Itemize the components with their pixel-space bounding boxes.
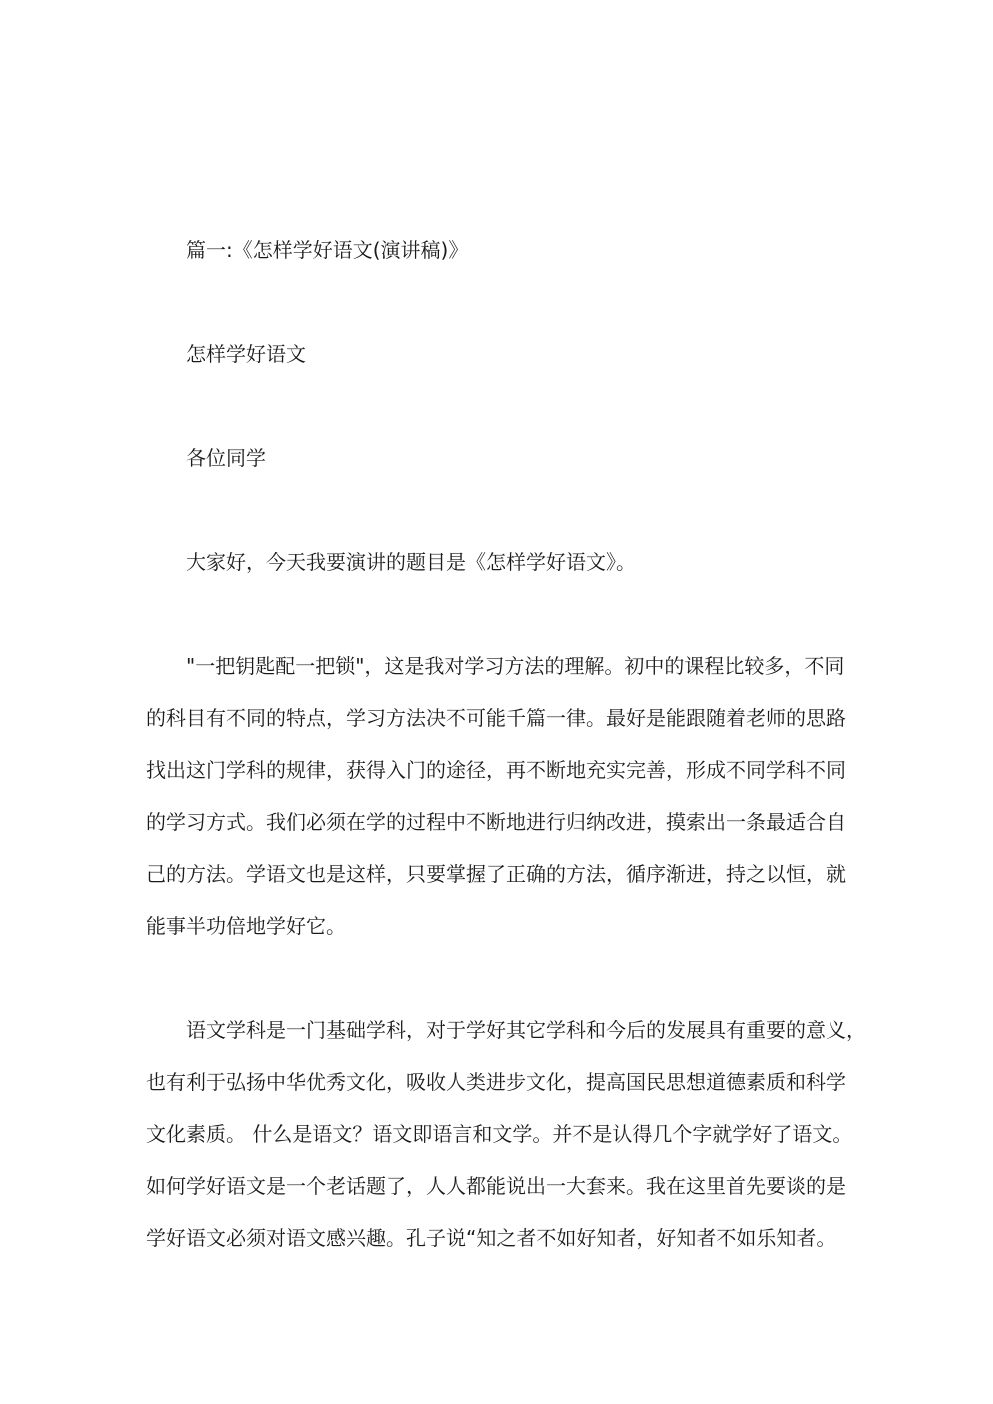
paragraph-2-line: 文化素质。 什么是语文？语文即语言和文学。并不是认得几个字就学好了语文。 bbox=[146, 1122, 853, 1146]
paragraph-1-line: 的科目有不同的特点，学习方法决不可能千篇一律。最好是能跟随着老师的思路 bbox=[146, 706, 846, 730]
paragraph-2-line: 学好语文必须对语文感兴趣。孔子说“知之者不如好知者，好知者不如乐知者。 bbox=[146, 1226, 837, 1250]
paragraph-1-line: 己的方法。学语文也是这样，只要掌握了正确的方法，循序渐进，持之以恒，就 bbox=[146, 862, 846, 886]
paragraph-1-line: "一把钥匙配一把锁"，这是我对学习方法的理解。初中的课程比较多，不同 bbox=[186, 654, 845, 678]
document-heading: 篇一:《怎样学好语文(演讲稿)》 bbox=[186, 238, 469, 262]
paragraph-1-line: 找出这门学科的规律，获得入门的途径，再不断地充实完善，形成不同学科不同 bbox=[146, 758, 846, 782]
paragraph-2-line: 如何学好语文是一个老话题了，人人都能说出一大套来。我在这里首先要谈的是 bbox=[146, 1174, 846, 1198]
greeting-line: 大家好，今天我要演讲的题目是《怎样学好语文》。 bbox=[186, 550, 636, 574]
paragraph-2-line: 语文学科是一门基础学科，对于学好其它学科和今后的发展具有重要的意义， bbox=[186, 1018, 866, 1042]
salutation: 各位同学 bbox=[186, 446, 266, 470]
paragraph-2-line: 也有利于弘扬中华优秀文化，吸收人类进步文化，提高国民思想道德素质和科学 bbox=[146, 1070, 846, 1094]
paragraph-1-line: 的学习方式。我们必须在学的过程中不断地进行归纳改进，摸索出一条最适合自 bbox=[146, 810, 846, 834]
paragraph-1-line: 能事半功倍地学好它。 bbox=[146, 914, 346, 938]
speech-title: 怎样学好语文 bbox=[186, 342, 306, 366]
